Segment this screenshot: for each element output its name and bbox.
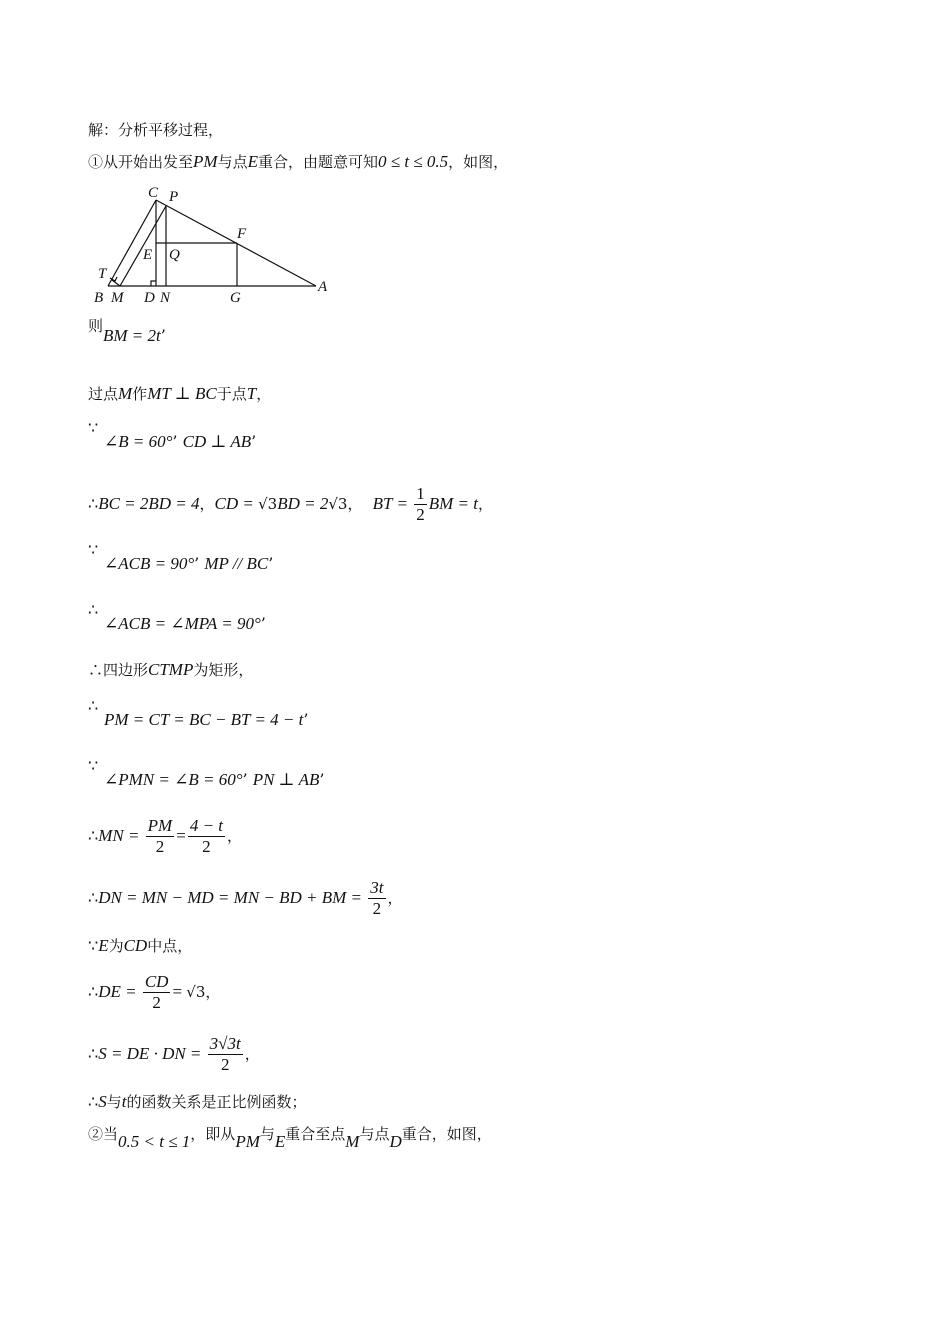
label-D: D [144,290,155,306]
angle-acb [104,554,273,574]
math: CTMP [148,660,194,679]
math: MT ⊥ BC [147,384,217,403]
draw-mt [88,384,271,404]
math: 0.5 < t ≤ 1 [118,1132,191,1151]
math: = [176,826,186,845]
math: CD [123,936,148,955]
math: T [246,384,257,403]
proportional-conclusion [88,1092,306,1112]
text: ∴四边形 [88,661,149,679]
text: ，如图， [448,153,509,171]
text: 则 [88,317,104,335]
text: ’ [251,432,257,451]
fraction [143,972,171,1013]
math: ∠ACB = 90° [104,554,195,573]
math: DN = MN − MD = MN − BD + BM = [98,888,367,907]
step-2-statement [88,1125,492,1152]
text: 与 [106,1093,122,1111]
math: M [118,384,133,403]
math: ∠ACB = ∠MPA = 90° [104,614,261,633]
math: DE = [98,982,141,1001]
math: S [98,1092,107,1111]
denominator: 2 [202,837,211,856]
label-M: M [111,290,124,306]
math: E [98,936,109,955]
text: ’ [260,614,266,633]
fraction [368,878,385,919]
text: ①从开始出发至 [88,153,194,171]
rectangle-ctmp [88,660,253,680]
step-1-statement [88,152,508,172]
text: ， [387,889,403,907]
since-symbol: ∵ [88,418,99,437]
since-symbol: ∵ [88,936,99,955]
math: PM [193,152,218,171]
therefore-symbol: ∴ [88,826,99,845]
sqrt: √3 [328,495,348,513]
fraction [188,816,225,857]
math: 0 ≤ t ≤ 0.5 [377,152,449,171]
angle-pmn [104,770,324,790]
text: 的函数关系是正比例函数； [126,1093,307,1111]
math: BC = 2BD = 4 [98,494,200,513]
denominator: 2 [372,899,382,918]
label-P: P [169,189,179,205]
text: 与点 [217,153,248,171]
math: BM = 2t [103,326,161,345]
numerator: 4 − t [189,816,224,835]
numerator: CD [144,972,169,991]
dn-expression [88,878,403,919]
therefore-symbol: ∴ [88,1092,99,1111]
text: ， [199,495,215,513]
math: PM [235,1132,260,1151]
mn-expression [88,816,242,857]
denominator: 2 [220,1055,230,1074]
text: ， [205,983,221,1001]
sqrt: √3 [186,983,206,1001]
math: ∠PMN = ∠B = 60° [104,770,243,789]
sqrt: √3 [258,495,278,513]
pm-expression [104,710,308,730]
math: BD = 2 [277,494,329,513]
geometry-figure [88,182,338,308]
text: 与 [259,1125,275,1143]
denominator: 2 [416,505,425,524]
math: MN = [98,826,144,845]
fraction [146,816,175,857]
fraction [414,484,427,525]
label-N: N [160,290,171,306]
math: BM = t [428,494,478,513]
angle-b [104,432,256,452]
text: ’ [303,710,309,729]
math: E [247,152,258,171]
text: ， [347,495,363,513]
therefore-symbol: ∴ [88,494,99,513]
therefore-symbol: ∴ [88,982,99,1001]
therefore-symbol: ∴ [88,888,99,907]
math: PM = CT = BC − BT = 4 − t [104,710,304,729]
solution-intro [88,120,223,140]
therefore-symbol: ∴ [88,696,99,715]
fraction [208,1034,243,1075]
bm-expression [88,317,166,346]
text: ，即从 [190,1125,236,1143]
bc-cd-bt [88,484,493,525]
math: = [172,982,187,1001]
text: 重合至点 [285,1125,346,1143]
text: 重合，如图， [401,1125,492,1143]
text: 过点 [88,385,119,403]
text: 中点， [147,937,193,955]
label-Q: Q [169,247,180,263]
text: ’ [319,770,325,789]
label-C: C [148,185,159,201]
text: 作 [132,385,148,403]
numerator: 3√3t [209,1034,241,1053]
text: ， [477,495,493,513]
math: MP // BC [204,554,269,573]
math: t [121,1092,127,1111]
label-F: F [237,226,247,242]
math: E [274,1132,286,1151]
label-E: E [143,247,153,263]
math: D [389,1132,402,1151]
math: M [345,1132,360,1151]
denominator: 2 [152,993,161,1012]
label-B: B [94,290,104,306]
therefore-symbol: ∴ [88,600,99,619]
text: ’ [242,770,248,789]
numerator: 3t [370,878,384,897]
math: BT = [372,494,413,513]
since-symbol: ∵ [88,540,99,559]
s-expression [88,1034,260,1075]
e-midpoint [88,936,192,956]
text: ’ [172,432,178,451]
math: S = DE · DN = [98,1044,206,1063]
text: 重合，由题意可知 [257,153,378,171]
math: CD ⊥ AB [182,432,252,451]
math: CD = [214,494,259,513]
math: PN ⊥ AB [252,770,320,789]
de-expression [88,972,220,1013]
numerator: 1 [416,484,425,503]
angle-mpa [104,614,266,634]
denominator: 2 [155,837,165,856]
text: 解：分析平移过程， [88,121,224,139]
text: ’ [194,554,200,573]
since-symbol: ∵ [88,756,99,775]
text: 与点 [359,1125,390,1143]
therefore-symbol: ∴ [88,1044,99,1063]
numerator: PM [147,816,173,835]
text: ， [227,827,243,845]
text: 为 [108,937,124,955]
text: 于点 [216,385,247,403]
text: ， [256,385,272,403]
label-A: A [318,279,328,295]
text: 为矩形， [193,661,254,679]
text: ， [244,1045,260,1063]
label-T: T [98,266,107,282]
text: ②当 [88,1125,119,1143]
label-G: G [230,290,241,306]
text: ’ [160,326,166,345]
text: ’ [268,554,274,573]
math: ∠B = 60° [104,432,173,451]
